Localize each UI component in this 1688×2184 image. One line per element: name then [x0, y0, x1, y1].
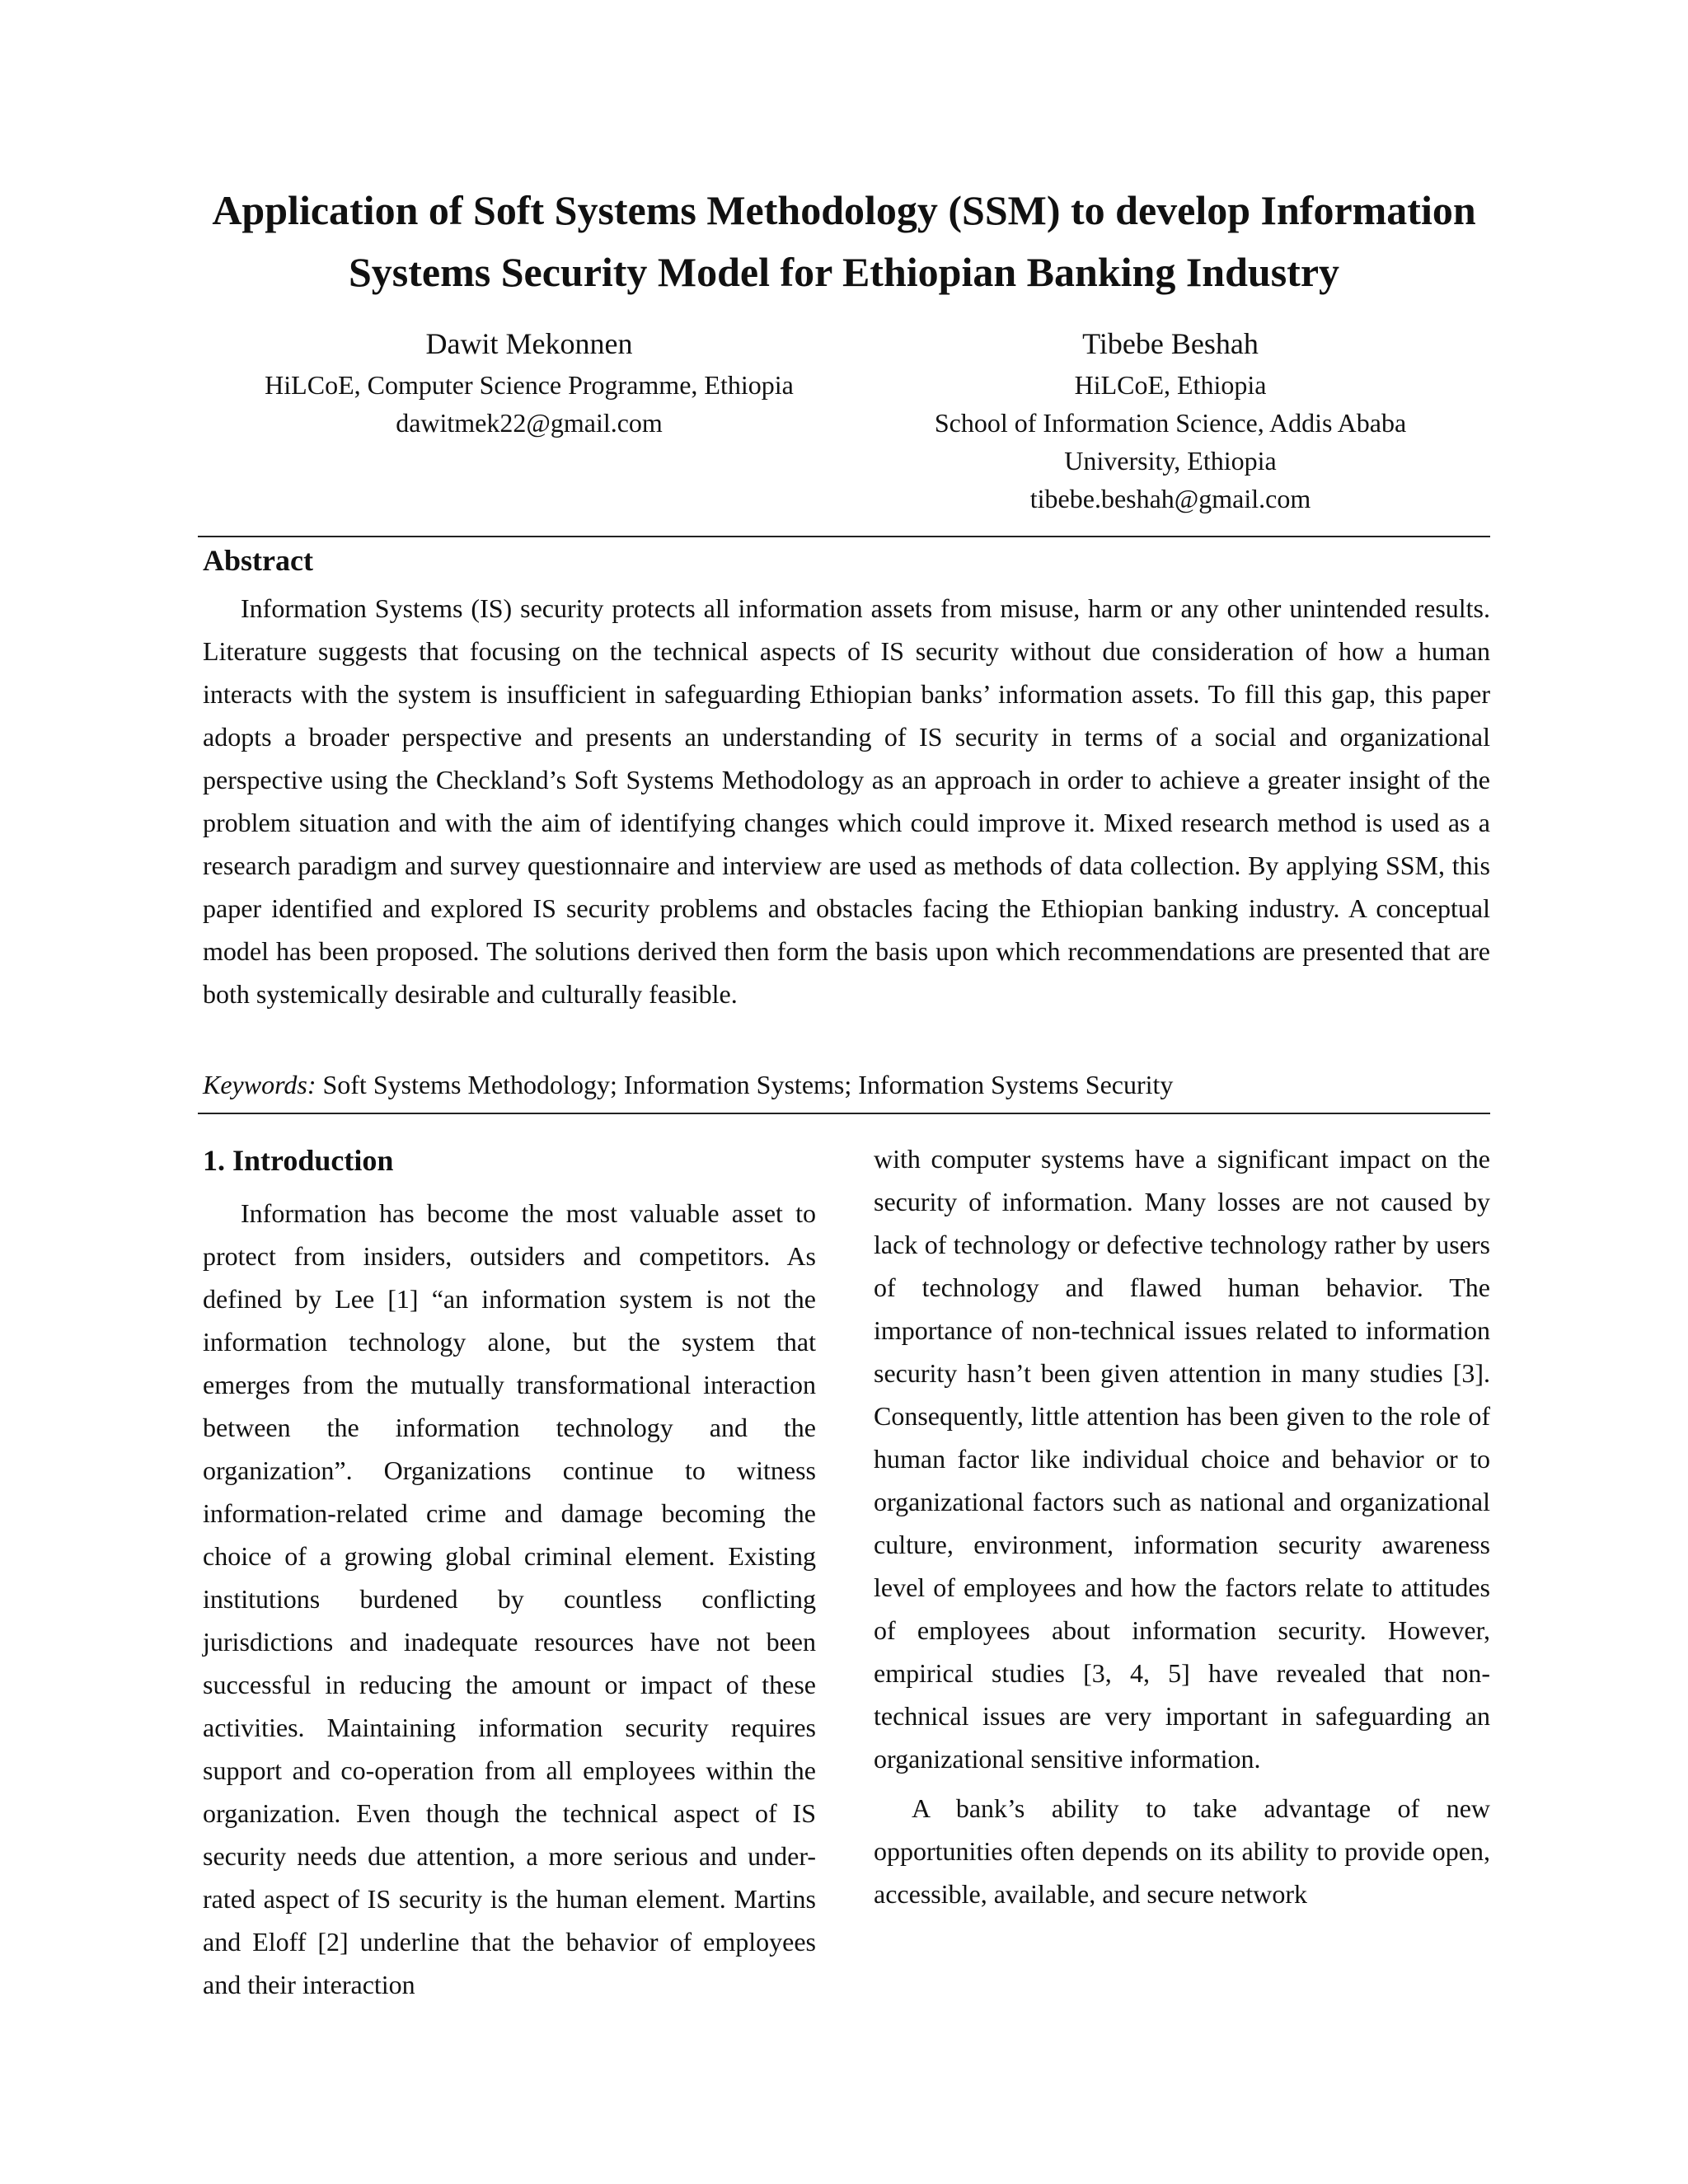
- keywords-line: [203, 1063, 1490, 1106]
- paper-title: [165, 180, 1523, 303]
- intro-paragraph-2: A bank’s ability to take advantage of new opportunities often depends on its ability to provide open, accessible, available, and secure network: [874, 1793, 1490, 1909]
- intro-paragraph-1: Information has become the most valuable asset to protect from insiders, outsiders and competitors. As defined by Lee [1] “an information system is not the information technology alone, but the system that emerges from the mutually transformational interaction between the information technology and the organization”. Organizations continue to witness information-related crime and damage becoming the choice of a growing global criminal element. Existing institutions burdened by countless conflicting jurisdictions and inadequate resources have not been successful in reducing the amount or impact of these activities. Maintaining information security requires support and co-operation from all employees within the organization. Even though the technical aspect of IS security needs due attention, a more serious and under-rated aspect of IS security is the human element. Martins and Eloff [2] underline that the behavior of employees and their interaction: [203, 1198, 816, 1999]
- paper-title-line-1: Application of Soft Systems Methodology (SSM) to develop Information: [212, 187, 1476, 233]
- author-name: Tibebe Beshah: [1082, 327, 1259, 360]
- author-email: tibebe.beshah@gmail.com: [1029, 484, 1311, 513]
- author-block-2: [857, 321, 1484, 518]
- intro-paragraph-1-continued: with computer systems have a significant impact on the security of information. Many losses are not caused by lack of technology or defective technology rather by users of technology and flawed human behavior. The importance of non-technical issues related to information security hasn’t been given attention in many studies [3]. Consequently, little attention has been given to the role of human factor like individual choice and behavior or to organizational factors such as national and organizational culture, environment, information security awareness level of employees and how the factors relate to attitudes of employees about information security. However, empirical studies [3, 4, 5] have revealed that non-technical issues are very important in safeguarding an organizational sensitive information.: [874, 1144, 1490, 1774]
- keywords-label: Keywords:: [203, 1070, 316, 1099]
- right-column: [874, 1137, 1490, 1922]
- author-affiliation: School of Information Science, Addis Ababa: [934, 408, 1407, 438]
- author-block-1: [191, 321, 867, 442]
- section-heading-introduction: 1. Introduction: [203, 1144, 394, 1177]
- abstract-bottom-rule: [198, 1113, 1490, 1114]
- abstract-top-rule: [198, 536, 1490, 537]
- author-affiliation: University, Ethiopia: [1064, 446, 1277, 476]
- author-affiliation: HiLCoE, Computer Science Programme, Ethiopia: [265, 370, 794, 400]
- abstract-heading: Abstract: [203, 544, 313, 577]
- left-column: [203, 1137, 816, 2013]
- keywords-text: Soft Systems Methodology; Information Systems; Information Systems Security: [316, 1070, 1174, 1099]
- paper-title-line-2: Systems Security Model for Ethiopian Banking Industry: [348, 249, 1340, 295]
- abstract-body: Information Systems (IS) security protects all information assets from misuse, harm or any other unintended results. Literature suggests that focusing on the technical aspects of IS security without due consideration of how a human interacts with the system is insufficient in safeguarding Ethiopian banks’ information assets. To fill this gap, this paper adopts a broader perspective and presents an understanding of IS security in terms of a social and organizational perspective using the Checkland’s Soft Systems Methodology as an approach in order to achieve a greater insight of the problem situation and with the aim of identifying changes which could improve it. Mixed research method is used as a research paradigm and survey questionnaire and interview are used as methods of data collection. By applying SSM, this paper identified and explored IS security problems and obstacles facing the Ethiopian banking industry. A conceptual model has been proposed. The solutions derived then form the basis upon which recommendations are presented that are both systemically desirable and culturally feasible.: [203, 593, 1490, 1009]
- author-email: dawitmek22@gmail.com: [396, 408, 663, 438]
- author-affiliation: HiLCoE, Ethiopia: [1074, 370, 1267, 400]
- author-name: Dawit Mekonnen: [425, 327, 633, 360]
